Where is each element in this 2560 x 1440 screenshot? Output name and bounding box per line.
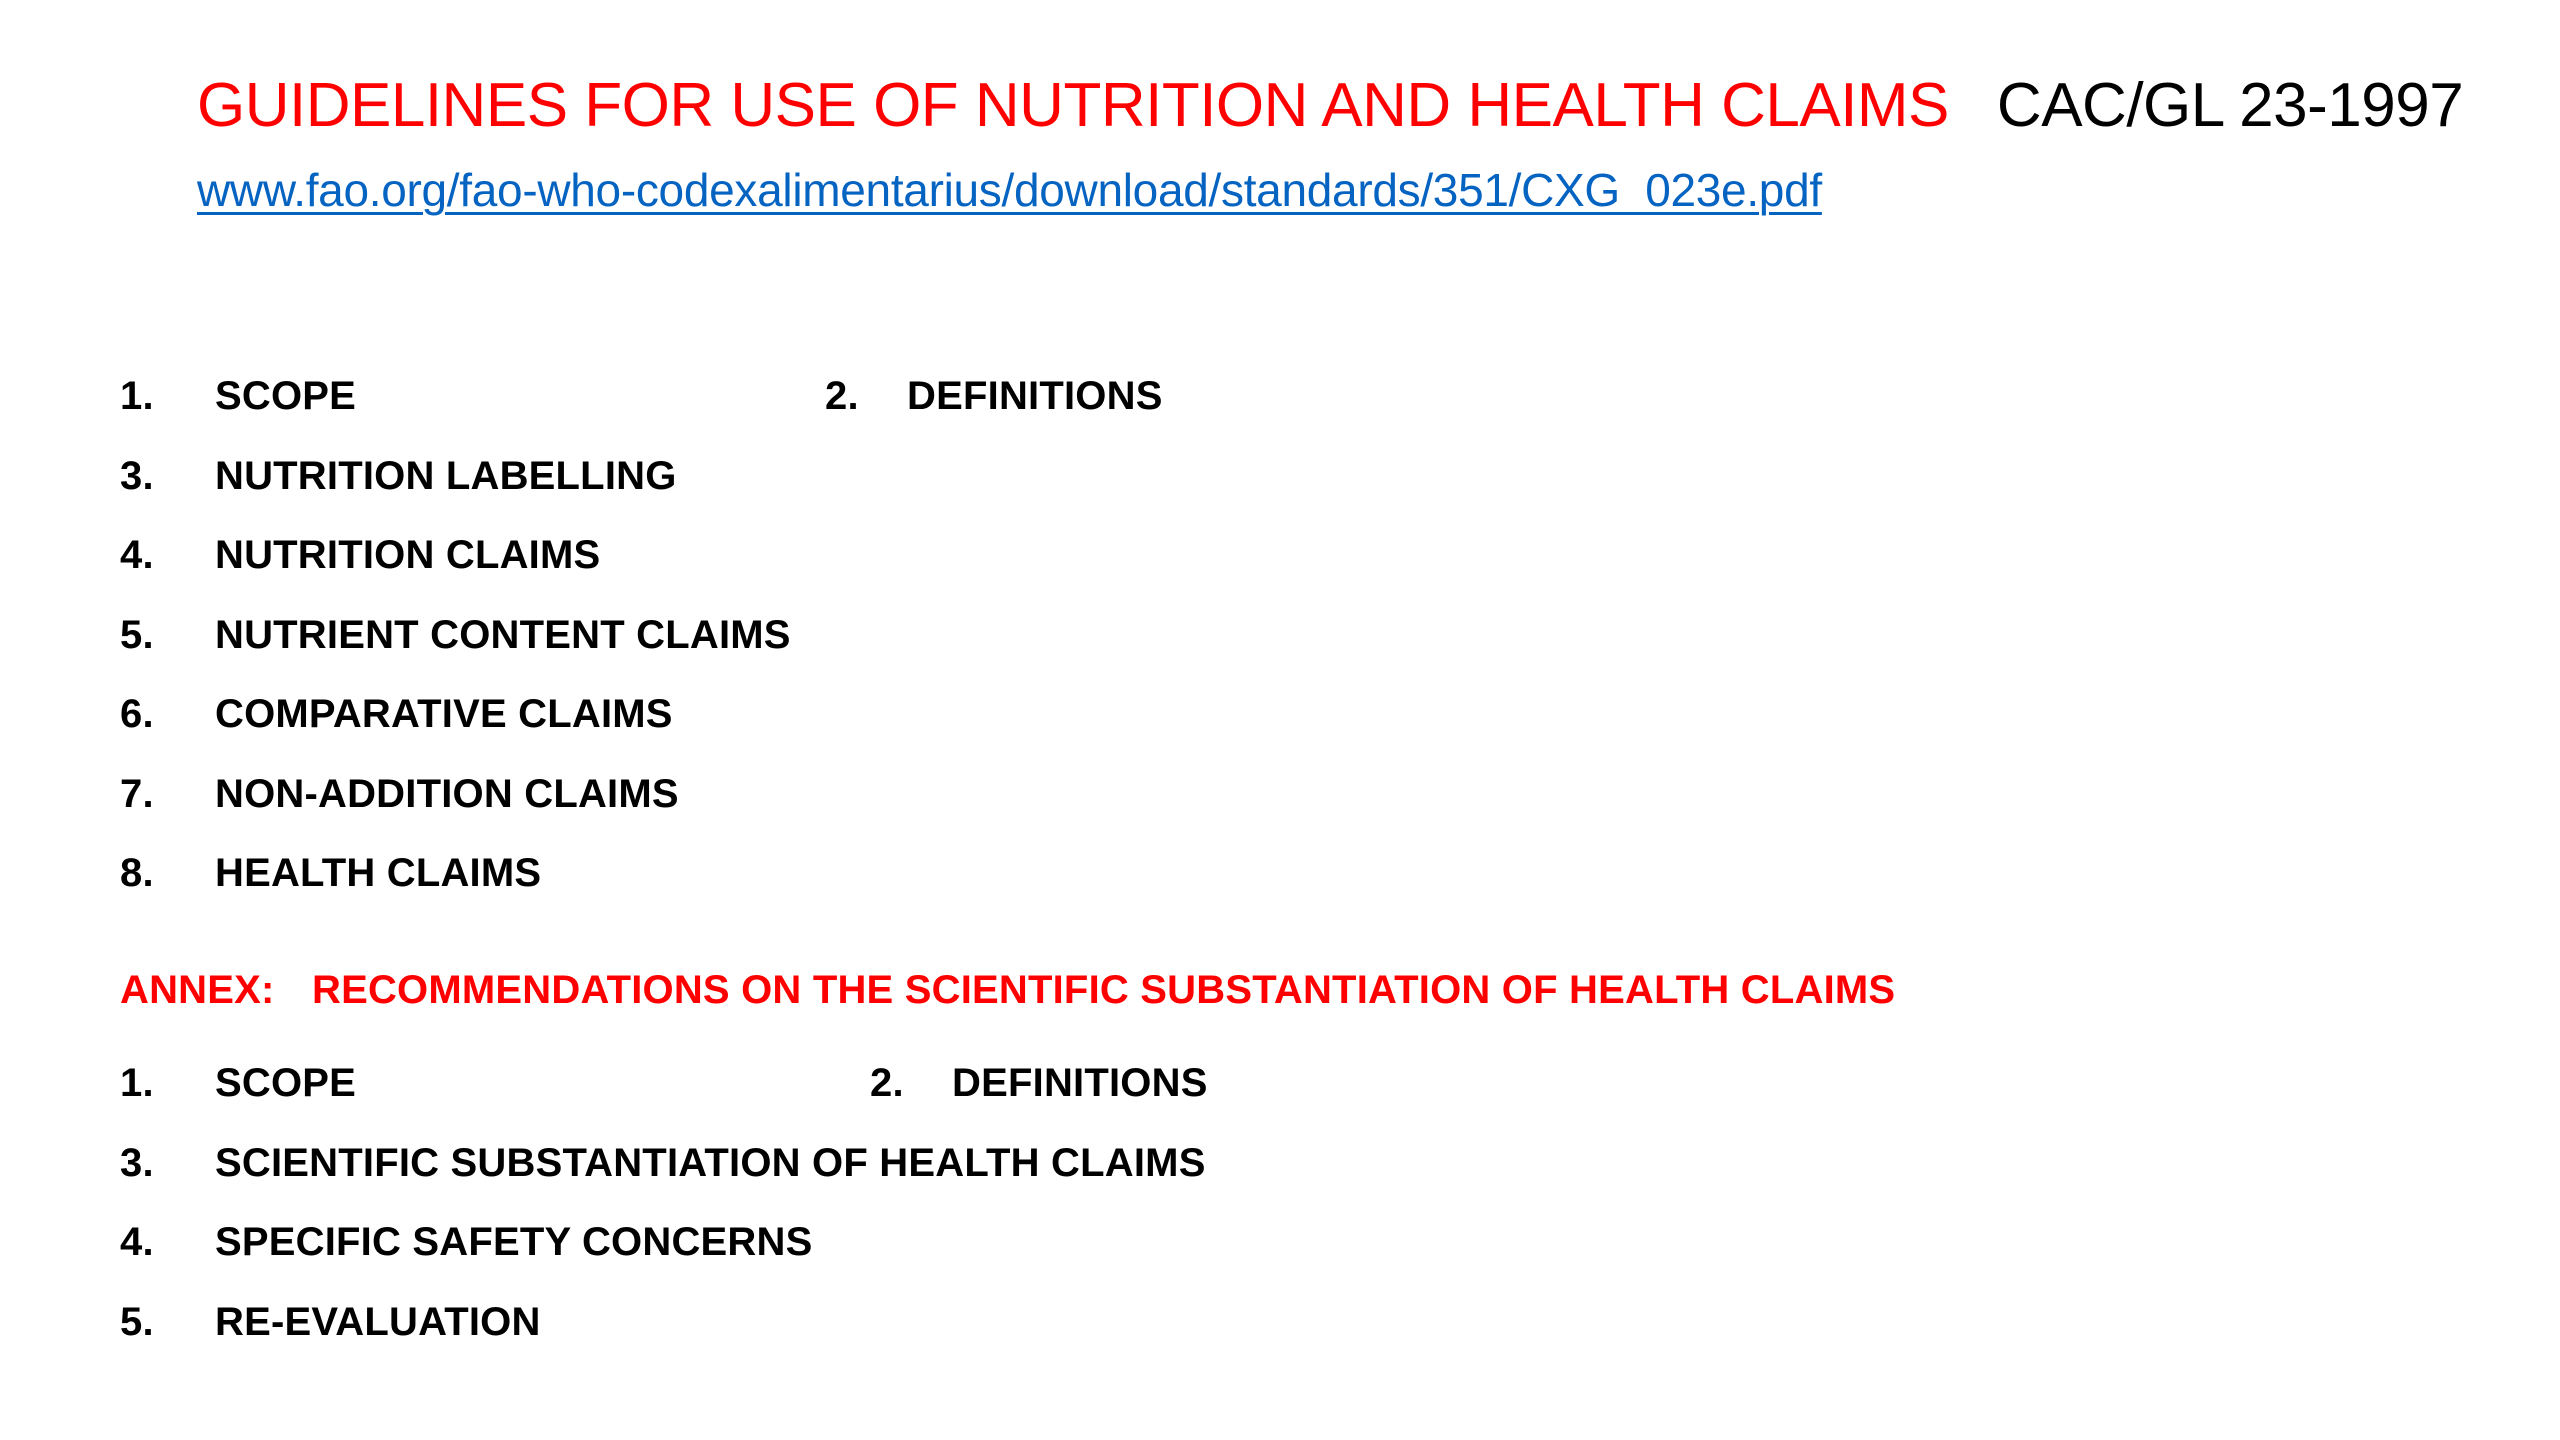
- item-label: HEALTH CLAIMS: [215, 851, 542, 896]
- item-number: 5.: [120, 612, 154, 657]
- item-number: 8.: [120, 851, 154, 896]
- item-number: 2.: [870, 1061, 904, 1106]
- list-item: [120, 516, 1163, 596]
- item-number: 6.: [120, 692, 154, 737]
- list-item: [120, 357, 1163, 437]
- annex-list: [120, 1044, 1208, 1362]
- list-item: [120, 755, 1163, 835]
- item-number: 7.: [120, 771, 154, 816]
- item-label: COMPARATIVE CLAIMS: [215, 692, 673, 737]
- page-title: [197, 64, 2463, 148]
- item-label: NUTRITION LABELLING: [215, 453, 677, 498]
- item-number: 4.: [120, 1220, 154, 1265]
- item-label: NON-ADDITION CLAIMS: [215, 771, 679, 816]
- item-number: 1.: [120, 1061, 154, 1106]
- item-label: SCIENTIFIC SUBSTANTIATION OF HEALTH CLAIMS: [215, 1140, 1206, 1185]
- item-label: NUTRITION CLAIMS: [215, 533, 601, 578]
- item-label: SPECIFIC SAFETY CONCERNS: [215, 1220, 813, 1265]
- item-number: 5.: [120, 1299, 154, 1344]
- document-link[interactable]: www.fao.org/fao-who-codexalimentarius/download/standards/351/CXG_023e.pdf: [197, 164, 1822, 216]
- title-main: GUIDELINES FOR USE OF NUTRITION AND HEALTH CLAIMS: [197, 71, 1949, 140]
- annex-title: RECOMMENDATIONS ON THE SCIENTIFIC SUBSTANTIATION OF HEALTH CLAIMS: [312, 967, 1896, 1012]
- list-item: [120, 596, 1163, 676]
- list-item: [120, 437, 1163, 517]
- list-item: [120, 834, 1163, 914]
- item-number: 3.: [120, 1140, 154, 1185]
- item-number: 2.: [825, 374, 859, 419]
- item-number: 4.: [120, 533, 154, 578]
- sections-list: [120, 357, 1163, 914]
- item-label: DEFINITIONS: [952, 1061, 1208, 1106]
- annex-heading: [120, 960, 1895, 1020]
- item-number: 3.: [120, 453, 154, 498]
- annex-prefix: ANNEX:: [120, 967, 275, 1012]
- item-label: SCOPE: [215, 374, 357, 419]
- list-item: [120, 1124, 1208, 1204]
- item-label: NUTRIENT CONTENT CLAIMS: [215, 612, 791, 657]
- item-label: SCOPE: [215, 1061, 357, 1106]
- list-item: [120, 1203, 1208, 1283]
- list-item: [120, 675, 1163, 755]
- item-number: 1.: [120, 374, 154, 419]
- title-code: CAC/GL 23-1997: [1996, 71, 2464, 140]
- list-item: [120, 1283, 1208, 1363]
- item-label: DEFINITIONS: [907, 374, 1163, 419]
- item-label: RE-EVALUATION: [215, 1299, 541, 1344]
- list-item: [120, 1044, 1208, 1124]
